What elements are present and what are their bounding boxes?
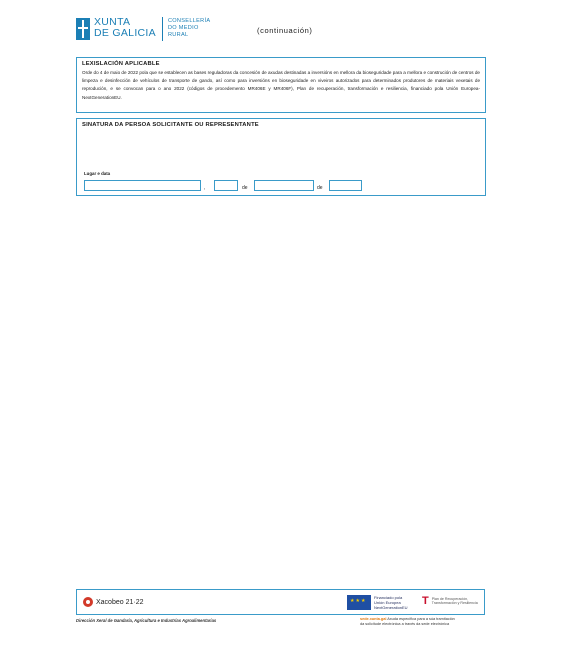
recovery-plan-icon: T xyxy=(422,595,429,607)
dept-line-1: CONSELLERÍA xyxy=(167,18,211,24)
eu-line-2: Unión Europea xyxy=(374,600,401,605)
comma-separator: , xyxy=(204,185,206,191)
department-name xyxy=(168,18,210,39)
brand-line-2: DE GALICIA xyxy=(94,27,156,39)
xacobeo-icon xyxy=(83,597,93,607)
legislation-box xyxy=(76,57,486,113)
recovery-plan-logo xyxy=(422,595,478,607)
electronic-office-note xyxy=(360,617,455,627)
de-separator-2: de xyxy=(317,185,323,191)
xunta-brand xyxy=(94,17,156,39)
continuation-label: (continuación) xyxy=(257,26,313,35)
de-separator-1: de xyxy=(242,185,248,191)
sede-text-2: da solicitude electrónica a través da sede electrónica xyxy=(360,622,450,626)
brand-line-1: XUNTA xyxy=(94,16,131,28)
place-field[interactable] xyxy=(84,180,201,191)
footer-logos-box xyxy=(76,589,485,615)
xacobeo-logo xyxy=(83,597,143,607)
directorate-name: Dirección Xeral de Gandaría, Agricultura e Industrias Agroalimentarias xyxy=(76,618,217,623)
signature-box xyxy=(76,118,486,196)
day-field[interactable] xyxy=(214,180,238,191)
eu-line-3: NextGenerationEU xyxy=(374,605,408,610)
eu-text xyxy=(374,595,408,610)
signature-title: SINATURA DA PERSOA SOLICITANTE OU REPRESENTANTE xyxy=(82,122,259,128)
logo-divider xyxy=(162,17,163,41)
tr-line-2: Transformación y Resiliencia xyxy=(431,601,478,605)
recovery-plan-text xyxy=(432,597,478,606)
tr-line-1: Plan de Recuperación, xyxy=(431,596,469,601)
dept-line-2: DO MEDIO xyxy=(167,25,199,31)
sede-text-1: Axuda específica para a súa tramitación xyxy=(387,617,455,621)
year-field[interactable] xyxy=(329,180,362,191)
legislation-title: LEXISLACIÓN APLICABLE xyxy=(82,61,160,67)
month-field[interactable] xyxy=(254,180,314,191)
xunta-shield-icon xyxy=(76,18,90,40)
eu-line-1: Financiado pola xyxy=(374,595,403,600)
eu-logo xyxy=(347,595,408,610)
xacobeo-text: Xacobeo 21·22 xyxy=(96,598,144,606)
xunta-logo xyxy=(76,17,210,41)
dept-line-3: RURAL xyxy=(167,32,189,38)
sede-link[interactable]: sede.xunta.gal xyxy=(360,617,387,621)
place-date-label: Lugar e data xyxy=(84,171,111,176)
legislation-text: Orde do 4 de maio de 2022 pola que se establecen as bases reguladoras da concesión de axudas destinadas a inversións en mellora da bioseguridade para a mellora e construción de centros de limpeza e desinfección de vehículos de transporte de gando, así como para inversións en bioseguridade en viveiros autorizados para determinados produtores de materiais vexetais de reprodución, e se convocan para o ano 2022 (códigos de procedemento MR406E y MR406F), Plan de recuperación, transformación e resiliencia, financiado pola Unión Europea-NextGenerationEU. xyxy=(82,70,480,100)
eu-flag-icon xyxy=(347,595,371,610)
